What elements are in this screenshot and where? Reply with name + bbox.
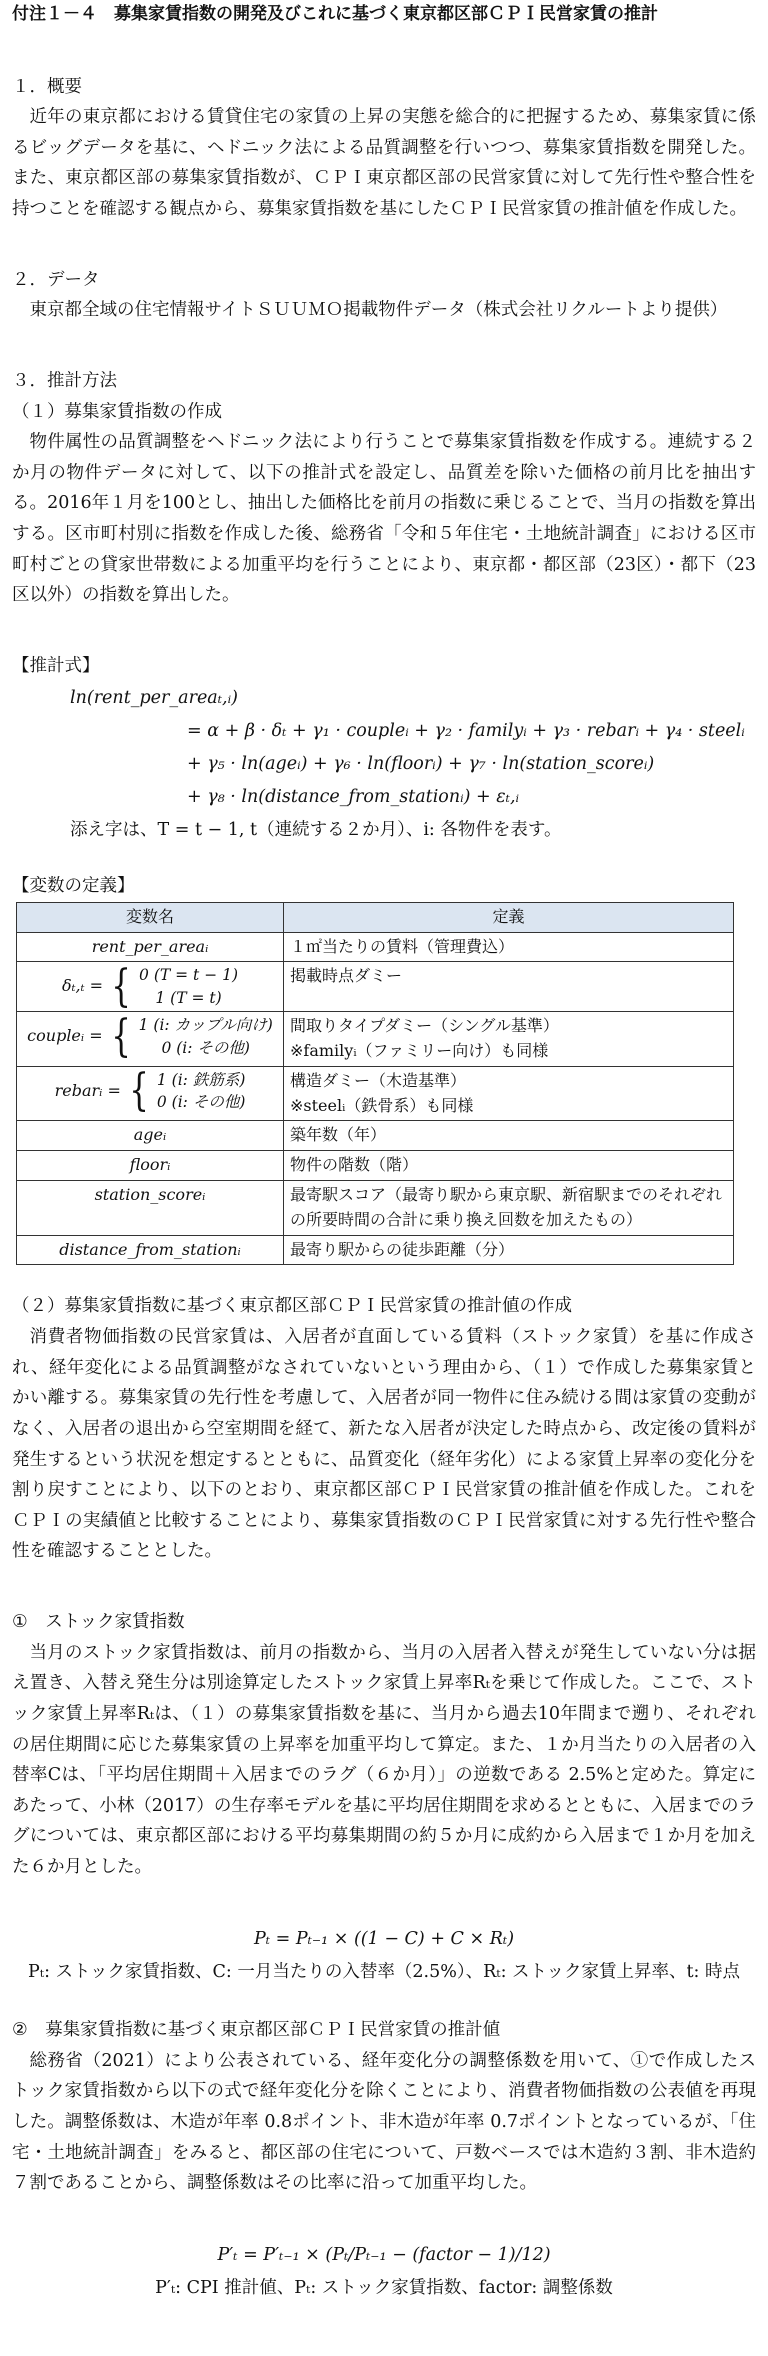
table-row	[17, 1066, 734, 1121]
case-line: 0 (T = t − 1)	[139, 966, 239, 985]
case-line: 0 (i: その他)	[161, 1038, 250, 1057]
variable-definition: 物件の階数（階）	[284, 1151, 734, 1181]
table-row	[17, 1151, 734, 1181]
variable-definition: 最寄駅スコア（最寄り駅から東京駅、新宿駅までのそれぞれの所要時間の合計に乗り換え回数を加えたもの）	[284, 1181, 734, 1236]
stock-rent-legend: Pₜ: ストック家賃指数、C: 一月当たりの入替率（2.5%）、Rₜ: ストック家賃上昇率、t: 時点	[28, 1961, 740, 1982]
section-3-heading: ３．推計方法	[12, 370, 117, 391]
variable-definition: 最寄り駅からの徒歩距離（分）	[284, 1235, 734, 1265]
variable-definition: 掲載時点ダミー	[284, 962, 734, 1012]
variable-definition	[284, 1066, 734, 1121]
case-line: 0 (i: その他)	[156, 1093, 246, 1112]
variable-name: floorᵢ	[17, 1151, 284, 1181]
subsection-2-body: 消費者物価指数の民営家賃は、入居者が直面している賃料（ストック家賃）を基に作成され、経年変化による品質調整がなされていないという理由から、（１）で作成した募集家賃とかい離する。募集家賃の先行性を考慮して、入居者が同一物件に住み続ける間は家賃の変動がなく、入居者の退出から空室期間を経て、新たな入居者が決定した時点から、改定後の賃料が発生するという状況を想定するとともに、品質変化（経年劣化）による家賃上昇率の変化分を割り戻すことにより、以下のとおり、東京都区部ＣＰＩ民営家賃の推計値を作成した。これをＣＰＩの実績値と比較することにより、募集家賃指数のＣＰＩ民営家賃に対する先行性や整合性を確認することとした。	[12, 1327, 756, 1562]
formula-line-2: = α + β · δₜ + γ₁ · coupleᵢ + γ₂ · familyᵢ + γ₃ · rebarᵢ + γ₄ · steelᵢ	[187, 720, 745, 741]
table-row	[17, 1235, 734, 1265]
table-row	[17, 1121, 734, 1151]
definition-note: ※familyᵢ（ファミリー向け）も同様	[290, 1041, 549, 1061]
variable-symbol: δₜ,ₜ =	[61, 976, 104, 996]
definition-line: 間取りタイプダミー（シングル基準）	[290, 1016, 559, 1036]
section-2-body: 東京都全域の住宅情報サイトＳＵＵＭＯ掲載物件データ（株式会社リクルートより提供）	[29, 300, 728, 321]
formula-line-4: + γ₈ · ln(distance_from_stationᵢ) + εₜ,ᵢ	[187, 787, 520, 808]
variable-symbol: coupleᵢ =	[27, 1026, 103, 1046]
cpi-estimate-legend: P′ₜ: CPI 推計値、Pₜ: ストック家賃指数、factor: 調整係数	[155, 2278, 613, 2299]
variable-name: coupleᵢ = { 1 (i: カップル向け) 0 (i: その他)	[17, 1012, 284, 1067]
definitions-label: 【変数の定義】	[12, 876, 135, 897]
table-row	[17, 1012, 734, 1067]
part-1-heading: ① ストック家賃指数	[12, 1612, 185, 1633]
definition-note: ※steelᵢ（鉄骨系）も同様	[290, 1095, 474, 1115]
variable-name: ageᵢ	[17, 1121, 284, 1151]
case-line: 1 (i: 鉄筋系)	[156, 1070, 246, 1089]
table-header-row	[17, 902, 734, 932]
table-header-variable: 変数名	[17, 902, 284, 932]
subsection-1-body: 物件属性の品質調整をヘドニック法により行うことで募集家賃指数を作成する。連続する２か月の物件データに対して、以下の推計式を設定し、品質差を除いた価格の前月比を抽出する。2016年１月を100とし、抽出した価格比を前月の指数に乗じることで、当月の指数を算出する。区市町村別に指数を作成した後、総務省「令和５年住宅・土地統計調査」における区市町村ごとの貸家世帯数による加重平均を行うことにより、東京都・都区部（23区）・都下（23区以外）の指数を算出した。	[12, 432, 756, 606]
page-title: 付注１－４ 募集家賃指数の開発及びこれに基づく東京都区部ＣＰＩ民営家賃の推計	[12, 4, 658, 24]
variable-definitions-table	[16, 902, 734, 1266]
subscript-note: 添え字は、T = t − 1, t（連続する２か月）、i: 各物件を表す。	[70, 819, 562, 840]
variable-definition: 築年数（年）	[284, 1121, 734, 1151]
variable-definition	[284, 1012, 734, 1067]
variable-name: station_scoreᵢ	[17, 1181, 284, 1236]
stock-rent-equation: Pₜ = Pₜ₋₁ × ((1 − C) + C × Rₜ)	[253, 1928, 515, 1949]
variable-definition: １㎡当たりの賃料（管理費込）	[284, 932, 734, 962]
definition-line: 構造ダミー（木造基準）	[290, 1070, 467, 1090]
table-row	[17, 962, 734, 1012]
cpi-estimate-equation: P′ₜ = P′ₜ₋₁ × (Pₜ/Pₜ₋₁ − (factor − 1)/12)	[217, 2244, 551, 2265]
variable-name: rebarᵢ = { 1 (i: 鉄筋系) 0 (i: その他)	[17, 1066, 284, 1121]
section-1-heading: １．概要	[12, 76, 82, 97]
subsection-2-heading: （２）募集家賃指数に基づく東京都区部ＣＰＩ民営家賃の推計値の作成	[12, 1296, 572, 1317]
case-line: 1 (T = t)	[155, 988, 222, 1007]
part-2-body: 総務省（2021）により公表されている、経年変化分の調整係数を用いて、①で作成したストック家賃指数から以下の式で経年変化分を除くことにより、消費者物価指数の公表値を再現した。調整係数は、木造が年率 0.8ポイント、非木造が年率 0.7ポイントとなっているが、「住宅・土地統計調査」をみると、都区部の住宅について、戸数ベースでは木造約３割、非木造約７割であることから、調整係数はその比率に沿って加重平均した。	[12, 2050, 756, 2194]
table-row	[17, 1181, 734, 1236]
subsection-1-heading: （１）募集家賃指数の作成	[12, 401, 222, 422]
variable-name: rent_per_areaᵢ	[17, 932, 284, 962]
formula-line-3: + γ₅ · ln(ageᵢ) + γ₆ · ln(floorᵢ) + γ₇ · ln(station_scoreᵢ)	[187, 754, 655, 774]
table-header-definition: 定義	[284, 902, 734, 932]
case-line: 1 (i: カップル向け)	[138, 1016, 273, 1035]
variable-name: distance_from_stationᵢ	[17, 1235, 284, 1265]
section-1-body: 近年の東京都における賃貸住宅の家賃の上昇の実態を総合的に把握するため、募集家賃に係るビッグデータを基に、ヘドニック法による品質調整を行いつつ、募集家賃指数を開発した。また、東京都区部の募集家賃指数が、ＣＰＩ東京都区部の民営家賃に対して先行性や整合性を持つことを確認する観点から、募集家賃指数を基にしたＣＰＩ民営家賃の推計値を作成した。	[12, 107, 756, 219]
estimation-formula	[12, 682, 756, 815]
formula-line-1: ln(rent_per_areaₜ,ᵢ)	[70, 687, 238, 708]
section-2-heading: ２．データ	[12, 269, 100, 290]
formula-label: 【推計式】	[12, 655, 100, 676]
variable-symbol: rebarᵢ =	[54, 1080, 121, 1100]
table-row	[17, 932, 734, 962]
part-1-body: 当月のストック家賃指数は、前月の指数から、当月の入居者入替えが発生していない分は据え置き、入替え発生分は別途算定したストック家賃上昇率Rₜを乗じて作成した。ここで、ストック家賃上昇率Rₜは、（１）の募集家賃指数を基に、当月から過去10年間まで遡り、それぞれの居住期間に応じた募集家賃の上昇率を加重平均して算定。また、１か月当たりの入居者の入替率Cは、「平均居住期間＋入居までのラグ（６か月）」の逆数である 2.5%と定めた。算定にあたって、小林（2017）の生存率モデルを基に平均居住期間を求めるとともに、入居までのラグについては、東京都区部における平均募集期間の約５か月に成約から入居まで１か月を加えた６か月とした。	[12, 1642, 756, 1878]
variable-name: δₜ,ₜ = { 0 (T = t − 1) 1 (T = t)	[17, 962, 284, 1012]
part-2-heading: ② 募集家賃指数に基づく東京都区部ＣＰＩ民営家賃の推計値	[12, 2020, 501, 2041]
